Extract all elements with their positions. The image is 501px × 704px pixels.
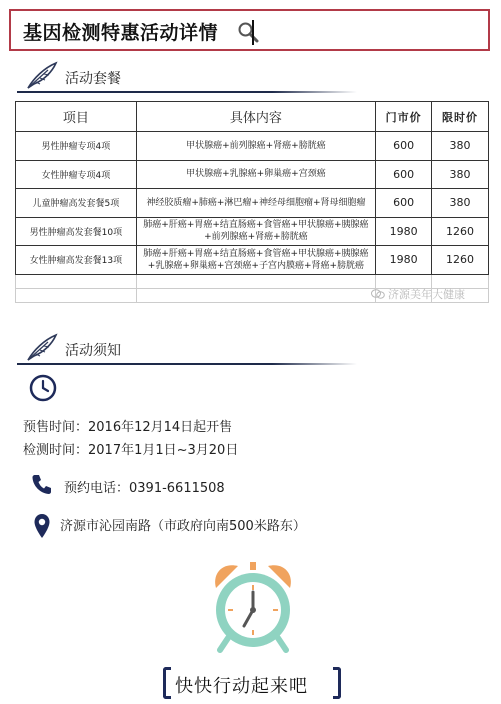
section-divider — [17, 363, 357, 365]
row-list-price: 600 — [376, 160, 432, 189]
empty-cell — [16, 274, 137, 288]
empty-cell — [16, 288, 137, 302]
watermark-text: 济源美年大健康 — [388, 288, 465, 301]
row-promo-price: 1260 — [432, 217, 489, 246]
feather-icon — [22, 332, 60, 364]
header-content: 具体内容 — [136, 102, 375, 132]
wechat-icon — [371, 289, 385, 299]
location-pin-icon — [33, 513, 51, 539]
alarm-clock-icon — [208, 558, 298, 654]
row-content: 肺癌+肝癌+胃癌+结直肠癌+食管癌+甲状腺癌+胰腺癌+前列腺癌+肾癌+膀胱癌 — [136, 217, 375, 246]
row-content: 甲状腺癌+乳腺癌+卵巢癌+宫颈癌 — [136, 160, 375, 189]
bracket-left — [163, 667, 171, 699]
watermark — [371, 286, 465, 302]
section-package-header — [17, 62, 357, 94]
row-content: 神经胶质瘤+肺癌+淋巴瘤+神经母细胞瘤+肾母细胞瘤 — [136, 189, 375, 218]
clock-icon — [29, 374, 57, 402]
row-item: 女性肿瘤专项4项 — [16, 160, 137, 189]
header-promo-price: 限时价 — [432, 102, 489, 132]
search-icon[interactable] — [237, 21, 259, 43]
header-list-price: 门市价 — [376, 102, 432, 132]
section-notice-header — [17, 334, 357, 366]
address: 济源市沁园南路（市政府向南500米路东） — [60, 519, 306, 534]
presale-time: 预售时间：2016年12月14日起开售 — [23, 420, 233, 435]
table-row — [16, 160, 489, 189]
phone-icon[interactable] — [31, 473, 53, 495]
row-item: 儿童肿瘤高发套餐5项 — [16, 189, 137, 218]
text-caret — [252, 20, 254, 45]
row-item: 男性肿瘤高发套餐10项 — [16, 217, 137, 246]
row-item: 男性肿瘤专项4项 — [16, 132, 137, 161]
row-promo-price: 1260 — [432, 246, 489, 275]
table-row — [16, 132, 489, 161]
search-query: 基因检测特惠活动详情 — [23, 22, 219, 44]
empty-cell — [136, 274, 375, 288]
row-list-price: 1980 — [376, 217, 432, 246]
header-item: 项目 — [16, 102, 137, 132]
table-header-row — [16, 102, 489, 132]
row-promo-price: 380 — [432, 189, 489, 218]
test-period: 检测时间：2017年1月1日~3月20日 — [23, 443, 239, 458]
cta-button[interactable] — [163, 667, 341, 699]
row-item: 女性肿瘤高发套餐13项 — [16, 246, 137, 275]
row-promo-price: 380 — [432, 160, 489, 189]
cta-label: 快快行动起来吧 — [175, 676, 308, 697]
table-row — [16, 189, 489, 218]
row-content: 甲状腺癌+前列腺癌+肾癌+膀胱癌 — [136, 132, 375, 161]
row-content: 肺癌+肝癌+胃癌+结直肠癌+食管癌+甲状腺癌+胰腺癌+乳腺癌+卵巢癌+宫颈癌+子宫内膜癌+肾癌+膀胱癌 — [136, 246, 375, 275]
feather-icon — [22, 60, 60, 92]
row-promo-price: 380 — [432, 132, 489, 161]
phone-number[interactable]: 预约电话：0391-6611508 — [64, 481, 225, 496]
table-row — [16, 246, 489, 275]
empty-cell — [136, 288, 375, 302]
row-list-price: 1980 — [376, 246, 432, 275]
table-row — [16, 217, 489, 246]
section-package-title: 活动套餐 — [65, 71, 121, 87]
row-list-price: 600 — [376, 189, 432, 218]
section-notice-title: 活动须知 — [65, 343, 121, 359]
package-table — [15, 101, 489, 303]
section-divider — [17, 91, 357, 93]
search-bar[interactable] — [9, 9, 490, 51]
bracket-right — [333, 667, 341, 699]
row-list-price: 600 — [376, 132, 432, 161]
